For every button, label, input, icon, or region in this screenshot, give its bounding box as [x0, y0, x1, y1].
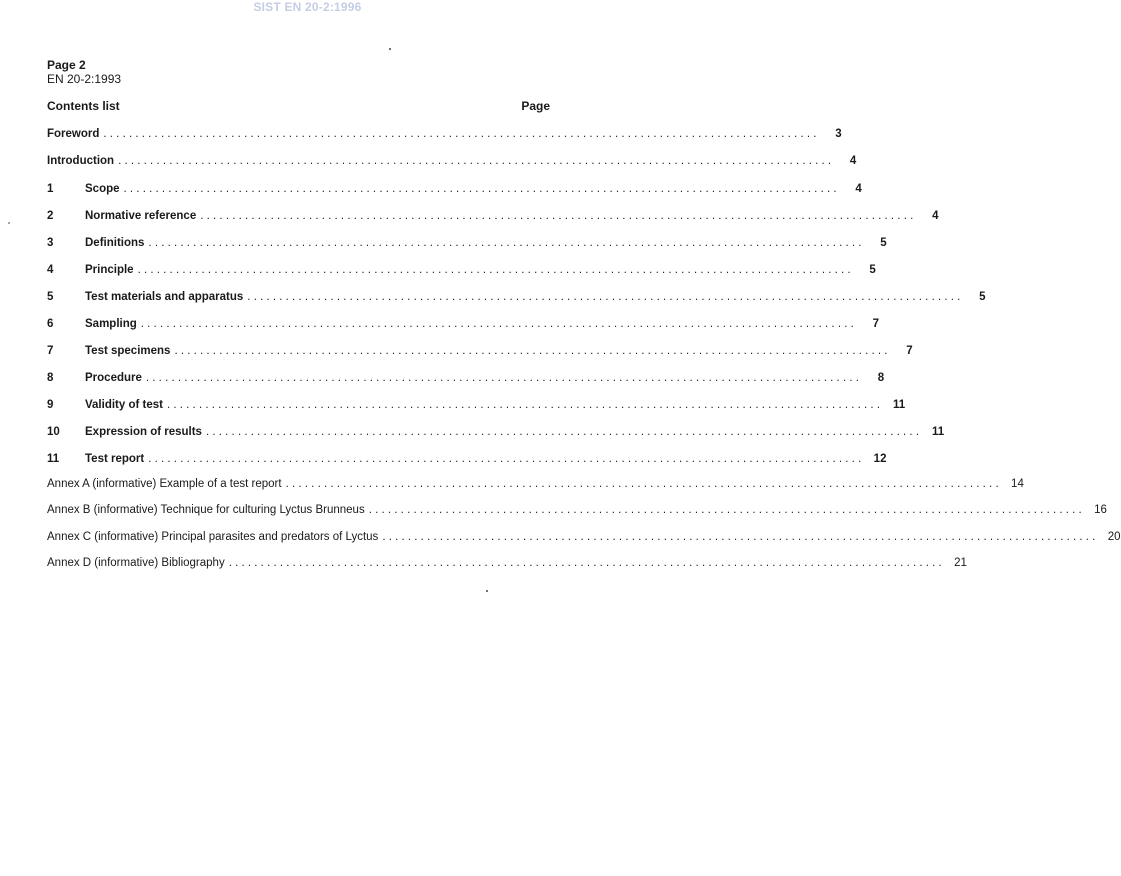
toc-entry-3 — [47, 235, 887, 251]
toc-entry-page: 7 — [872, 318, 880, 330]
toc-entry-number: 2 — [47, 210, 54, 222]
page-column-heading: Page — [521, 99, 550, 113]
toc-entry-title: Scope — [85, 183, 120, 195]
toc-entry-number: 10 — [47, 426, 60, 438]
toc-entry-annex-a — [47, 476, 1024, 492]
toc-entry-6 — [47, 316, 880, 332]
toc-entry-title: Foreword — [47, 128, 100, 140]
toc-entry-title: Procedure — [85, 372, 142, 384]
toc-entry-title: Principle — [85, 264, 134, 276]
watermark: SIST EN 20-2:1996 — [253, 0, 362, 14]
annex-page: 20 — [1107, 531, 1121, 543]
toc-entry-number: 1 — [47, 183, 54, 195]
dot-leader: ................................................................................................................ — [200, 210, 917, 222]
toc-entry-page: 3 — [835, 128, 842, 140]
toc-entry-10 — [47, 424, 945, 440]
toc-entry-number: 4 — [47, 264, 54, 276]
toc-entry-11 — [47, 451, 887, 467]
dot-leader: ................................................................................................................ — [247, 291, 964, 303]
toc-entry-introduction — [47, 153, 857, 169]
toc-entry-9 — [47, 397, 906, 413]
toc-entry-title: Test report — [85, 453, 145, 465]
toc-entry-title: Normative reference — [85, 210, 197, 222]
toc-entry-title: Expression of results — [85, 426, 202, 438]
page-number-label: Page 2 — [47, 58, 86, 72]
scan-speck — [486, 590, 488, 592]
dot-leader: ................................................................................................................ — [148, 237, 865, 249]
toc-entry-8 — [47, 370, 885, 386]
dot-leader: ................................................................................................................ — [103, 128, 820, 140]
toc-entry-title: Definitions — [85, 237, 145, 249]
annex-title: Annex D (informative) Bibliography — [47, 557, 225, 569]
toc-entry-page: 5 — [979, 291, 986, 303]
dot-leader: ................................................................................................................ — [148, 453, 865, 465]
annex-page: 21 — [954, 557, 967, 569]
toc-entry-title: Test materials and apparatus — [85, 291, 244, 303]
scan-speck — [389, 48, 391, 50]
toc-entry-foreword — [47, 126, 842, 142]
toc-entry-7 — [47, 343, 913, 359]
toc-entry-number: 11 — [47, 453, 60, 465]
toc-entry-page: 11 — [932, 426, 945, 438]
dot-leader: ................................................................................................................ — [174, 345, 891, 357]
annex-title: Annex B (informative) Technique for culturing Lyctus Brunneus — [47, 504, 365, 516]
toc-entry-annex-c — [47, 529, 1121, 545]
toc-entry-2 — [47, 208, 939, 224]
toc-entry-page: 11 — [893, 399, 906, 411]
toc-entry-number: 7 — [47, 345, 54, 357]
toc-entry-page: 5 — [869, 264, 876, 276]
dot-leader: ................................................................................................................ — [166, 399, 884, 411]
toc-entry-page: 4 — [849, 155, 857, 167]
toc-entry-5 — [47, 289, 986, 305]
toc-entry-number: 3 — [47, 237, 54, 249]
contents-list-heading: Contents list — [47, 99, 120, 113]
page-header — [47, 58, 121, 86]
dot-leader: ................................................................................................................ — [140, 318, 858, 330]
dot-leader: ................................................................................................................ — [118, 155, 835, 167]
toc-entry-annex-d — [47, 555, 967, 571]
standard-reference: EN 20-2:1993 — [47, 72, 122, 86]
dot-leader: ................................................................................................................ — [137, 264, 854, 276]
dot-leader: ................................................................................................................ — [228, 557, 945, 569]
toc-entry-4 — [47, 262, 876, 278]
dot-leader: ................................................................................................................ — [368, 504, 1085, 516]
toc-entry-number: 9 — [47, 399, 54, 411]
annex-page: 16 — [1094, 504, 1107, 516]
scan-speck — [8, 222, 10, 224]
dot-leader: ................................................................................................................ — [285, 478, 1002, 490]
toc-entry-1 — [47, 181, 862, 197]
toc-entry-title: Test specimens — [85, 345, 171, 357]
toc-entry-annex-b — [47, 502, 1107, 518]
annex-page: 14 — [1011, 478, 1024, 490]
annex-title: Annex A (informative) Example of a test report — [47, 478, 282, 490]
dot-leader: ................................................................................................................ — [123, 183, 840, 195]
toc-entry-page: 7 — [906, 345, 913, 357]
toc-entry-page: 4 — [932, 210, 939, 222]
toc-entry-number: 8 — [47, 372, 54, 384]
dot-leader: ................................................................................................................ — [382, 531, 1099, 543]
toc-entry-number: 5 — [47, 291, 54, 303]
toc-entry-page: 8 — [877, 372, 885, 384]
dot-leader: ................................................................................................................ — [145, 372, 863, 384]
toc-entry-title: Validity of test — [85, 399, 163, 411]
annex-title: Annex C (informative) Principal parasites and predators of Lyctus — [47, 531, 379, 543]
toc-entry-title: Introduction — [47, 155, 115, 167]
toc-entry-title: Sampling — [85, 318, 137, 330]
toc-entry-page: 12 — [873, 453, 887, 465]
toc-entry-page: 4 — [855, 183, 862, 195]
toc-entry-page: 5 — [880, 237, 887, 249]
toc-entry-number: 6 — [47, 318, 54, 330]
dot-leader: ................................................................................................................ — [205, 426, 923, 438]
